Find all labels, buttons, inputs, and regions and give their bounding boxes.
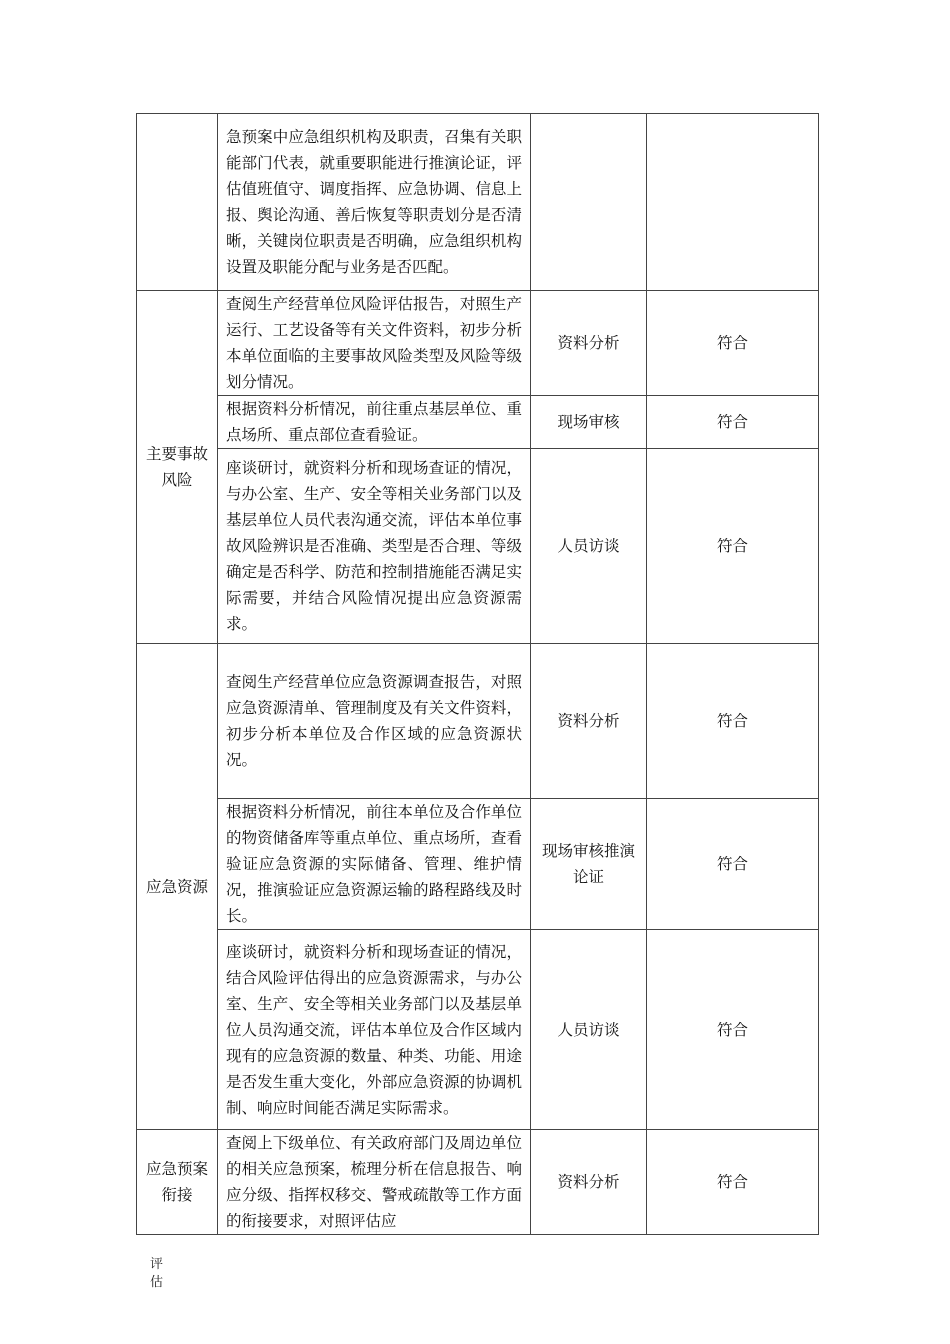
result-cell: 符合 — [647, 644, 819, 799]
method-cell: 现场审核 — [531, 396, 647, 449]
table-row — [137, 449, 819, 644]
table-row — [137, 930, 819, 1130]
table-row — [137, 799, 819, 930]
method-cell: 资料分析 — [531, 644, 647, 799]
result-cell: 符合 — [647, 396, 819, 449]
table-row — [137, 644, 819, 799]
result-cell: 符合 — [647, 930, 819, 1130]
content-cell: 座谈研讨，就资料分析和现场查证的情况，结合风险评估得出的应急资源需求，与办公室、生产、安全等相关业务部门以及基层单位人员沟通交流，评估本单位及合作区域内现有的应急资源的数量、种类、功能、用途是否发生重大变化，外部应急资源的协调机制、响应时间能否满足实际需求。 — [218, 930, 531, 1130]
footer-note: 评估 — [150, 1257, 164, 1290]
result-cell: 符合 — [647, 449, 819, 644]
method-cell — [531, 114, 647, 291]
content-cell: 根据资料分析情况，前往本单位及合作单位的物资储备库等重点单位、重点场所，查看验证应急资源的实际储备、管理、维护情况，推演验证应急资源运输的路程路线及时长。 — [218, 799, 531, 930]
content-cell: 查阅生产经营单位风险评估报告，对照生产运行、工艺设备等有关文件资料，初步分析本单位面临的主要事故风险类型及风险等级划分情况。 — [218, 291, 531, 396]
category-cell: 应急资源 — [137, 644, 218, 1130]
method-cell: 人员访谈 — [531, 449, 647, 644]
table-row — [137, 1130, 819, 1235]
method-cell: 资料分析 — [531, 291, 647, 396]
category-cell: 主要事故风险 — [137, 291, 218, 644]
method-cell: 资料分析 — [531, 1130, 647, 1235]
content-cell: 查阅生产经营单位应急资源调查报告，对照应急资源清单、管理制度及有关文件资料，初步分析本单位及合作区域的应急资源状况。 — [218, 644, 531, 799]
content-cell: 查阅上下级单位、有关政府部门及周边单位的相关应急预案，梳理分析在信息报告、响应分级、指挥权移交、警戒疏散等工作方面的衔接要求，对照评估应 — [218, 1130, 531, 1235]
result-cell: 符合 — [647, 291, 819, 396]
content-cell: 急预案中应急组织机构及职责，召集有关职能部门代表，就重要职能进行推演论证，评估值班值守、调度指挥、应急协调、信息上报、舆论沟通、善后恢复等职责划分是否清晰，关键岗位职责是否明确，应急组织机构设置及职能分配与业务是否匹配。 — [218, 114, 531, 291]
content-cell: 根据资料分析情况，前往重点基层单位、重点场所、重点部位查看验证。 — [218, 396, 531, 449]
category-cell: 应急预案衔接 — [137, 1130, 218, 1235]
method-cell: 现场审核推演论证 — [531, 799, 647, 930]
table-row — [137, 396, 819, 449]
category-cell — [137, 114, 218, 291]
table-row — [137, 291, 819, 396]
table-row — [137, 114, 819, 291]
content-cell: 座谈研讨，就资料分析和现场查证的情况，与办公室、生产、安全等相关业务部门以及基层单位人员代表沟通交流，评估本单位事故风险辨识是否准确、类型是否合理、等级确定是否科学、防范和控制措施能否满足实际需要，并结合风险情况提出应急资源需求。 — [218, 449, 531, 644]
method-cell: 人员访谈 — [531, 930, 647, 1130]
result-cell: 符合 — [647, 799, 819, 930]
result-cell: 符合 — [647, 1130, 819, 1235]
result-cell — [647, 114, 819, 291]
evaluation-table — [136, 113, 819, 1235]
